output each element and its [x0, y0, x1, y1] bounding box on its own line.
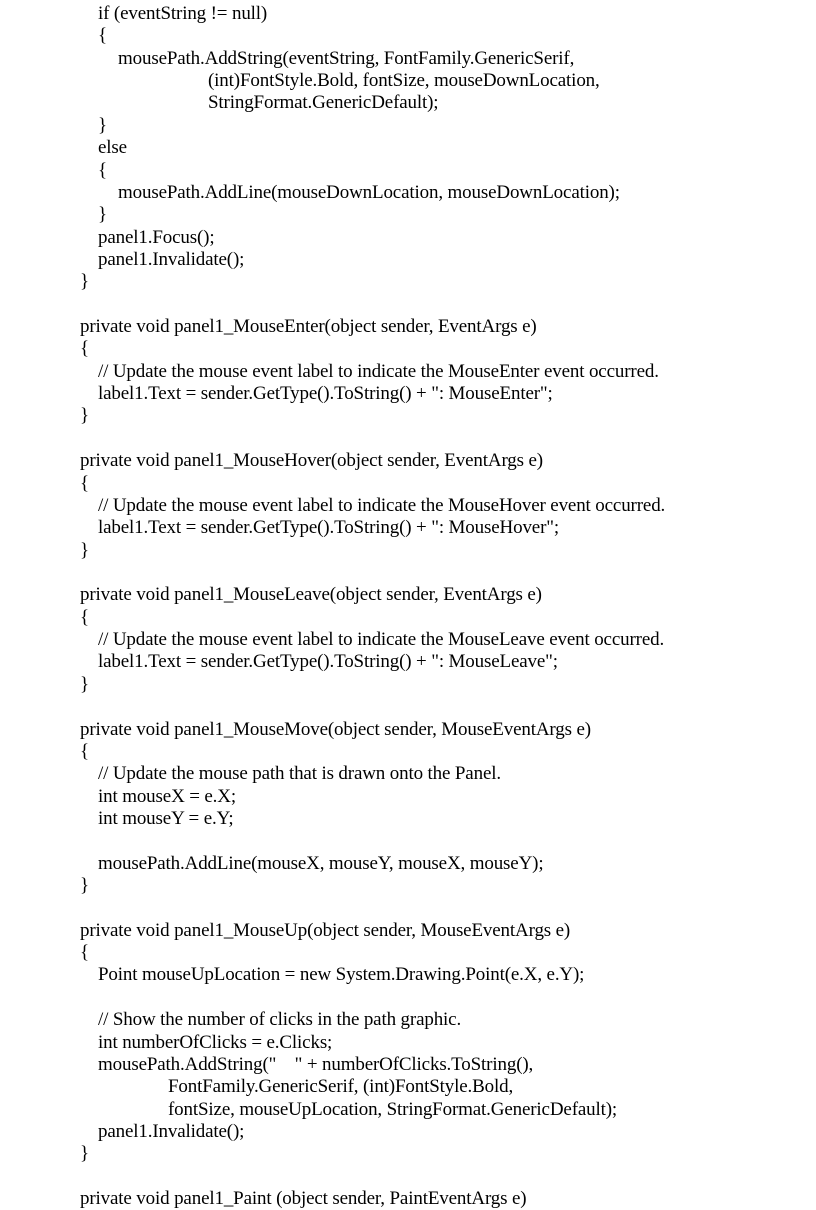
code-line: mousePath.AddString(eventString, FontFamily.GenericSerif, [118, 47, 575, 69]
code-line: } [80, 1143, 89, 1165]
code-line: { [80, 942, 89, 964]
code-line: { [98, 159, 107, 181]
code-comment: // Update the mouse path that is drawn onto the Panel. [98, 763, 501, 785]
code-line: } [80, 405, 89, 427]
blank-line [0, 294, 816, 316]
method-signature: private void panel1_MouseUp(object sender, MouseEventArgs e) [80, 919, 571, 941]
code-line: } [80, 539, 89, 561]
code-comment: // Update the mouse event label to indicate the MouseHover event occurred. [98, 494, 666, 516]
code-comment: // Show the number of clicks in the path graphic. [98, 1009, 462, 1031]
code-line: int mouseX = e.X; [98, 785, 236, 807]
code-line: } [98, 204, 107, 226]
code-line: { [80, 606, 89, 628]
blank-line [0, 830, 816, 852]
code-line: else [98, 137, 127, 159]
blank-line [0, 428, 816, 450]
code-line: fontSize, mouseUpLocation, StringFormat.GenericDefault); [168, 1098, 618, 1120]
code-line: } [80, 271, 89, 293]
code-line: panel1.Invalidate(); [98, 248, 245, 270]
method-signature: private void panel1_Paint (object sender, PaintEventArgs e) [80, 1188, 527, 1210]
code-line: } [98, 114, 107, 136]
blank-line [0, 562, 816, 584]
code-comment: // Update the mouse event label to indicate the MouseEnter event occurred. [98, 360, 659, 382]
code-line: FontFamily.GenericSerif, (int)FontStyle.Bold, [168, 1076, 514, 1098]
method-signature: private void panel1_MouseMove(object sender, MouseEventArgs e) [80, 718, 591, 740]
method-signature: private void panel1_MouseLeave(object sender, EventArgs e) [80, 584, 542, 606]
code-line: mousePath.AddLine(mouseX, mouseY, mouseX, mouseY); [98, 852, 544, 874]
code-line: label1.Text = sender.GetType().ToString() + ": MouseHover"; [98, 517, 559, 539]
code-line: { [80, 740, 89, 762]
code-line: { [80, 472, 89, 494]
code-line: } [80, 875, 89, 897]
blank-line [0, 696, 816, 718]
code-line: if (eventString != null) [98, 3, 268, 24]
code-line: int numberOfClicks = e.Clicks; [98, 1031, 333, 1053]
code-listing [0, 3, 816, 1210]
code-line: panel1.Invalidate(); [98, 1120, 245, 1142]
code-line: Point mouseUpLocation = new System.Drawing.Point(e.X, e.Y); [98, 964, 585, 986]
code-line: label1.Text = sender.GetType().ToString() + ": MouseEnter"; [98, 383, 553, 405]
code-line: StringFormat.GenericDefault); [208, 92, 439, 114]
code-line: int mouseY = e.Y; [98, 807, 234, 829]
code-line: label1.Text = sender.GetType().ToString() + ": MouseLeave"; [98, 651, 558, 673]
blank-line [0, 1166, 816, 1188]
method-signature: private void panel1_MouseHover(object sender, EventArgs e) [80, 450, 543, 472]
code-line: mousePath.AddLine(mouseDownLocation, mouseDownLocation); [118, 181, 620, 203]
code-line: (int)FontStyle.Bold, fontSize, mouseDownLocation, [208, 70, 600, 92]
blank-line [0, 897, 816, 919]
code-comment: // Update the mouse event label to indicate the MouseLeave event occurred. [98, 629, 665, 651]
code-line: { [98, 25, 107, 47]
code-line: { [80, 338, 89, 360]
code-line: panel1.Focus(); [98, 226, 215, 248]
code-line: } [80, 673, 89, 695]
code-line: mousePath.AddString(" " + numberOfClicks.ToString(), [98, 1053, 534, 1075]
blank-line [0, 987, 816, 1009]
method-signature: private void panel1_MouseEnter(object sender, EventArgs e) [80, 316, 537, 338]
